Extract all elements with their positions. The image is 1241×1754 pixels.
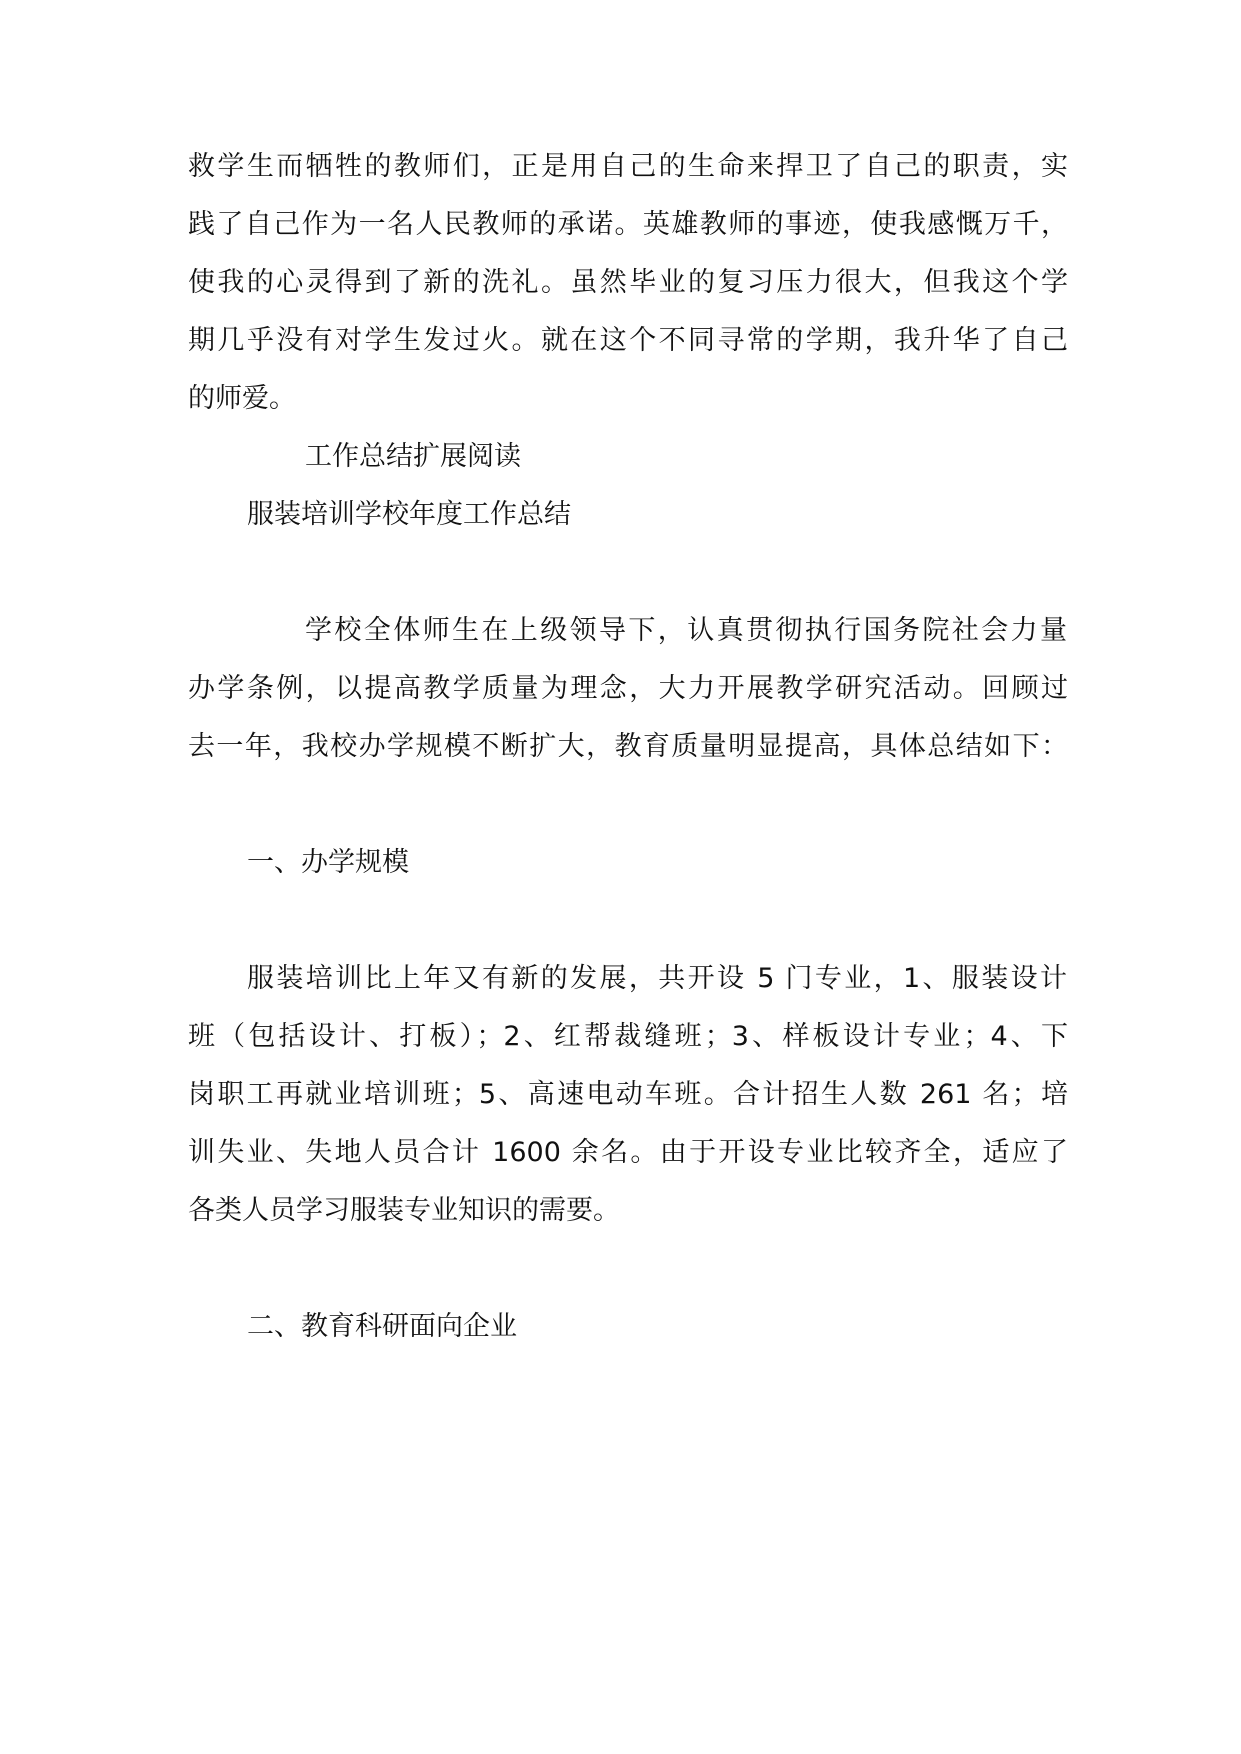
paragraph-line: 训失业、失地人员合计 1600 余名。由于开设专业比较齐全，适应了 bbox=[188, 1137, 1068, 1168]
article-title: 服装培训学校年度工作总结 bbox=[247, 499, 571, 530]
paragraph-line: 服装培训比上年又有新的发展，共开设 5 门专业，1、服装设计 bbox=[247, 963, 1067, 994]
paragraph-line: 班（包括设计、打板）；2、红帮裁缝班；3、样板设计专业；4、下 bbox=[188, 1021, 1068, 1052]
paragraph-line: 期几乎没有对学生发过火。就在这个不同寻常的学期，我升华了自己 bbox=[188, 325, 1068, 356]
extended-reading-heading: 工作总结扩展阅读 bbox=[305, 441, 521, 472]
section-heading: 二、教育科研面向企业 bbox=[247, 1311, 517, 1342]
paragraph-line: 使我的心灵得到了新的洗礼。虽然毕业的复习压力很大，但我这个学 bbox=[188, 267, 1068, 298]
paragraph-line: 救学生而牺牲的教师们，正是用自己的生命来捍卫了自己的职责，实 bbox=[188, 151, 1068, 182]
paragraph-line: 岗职工再就业培训班；5、高速电动车班。合计招生人数 261 名；培 bbox=[188, 1079, 1068, 1110]
paragraph-line: 的师爱。 bbox=[188, 383, 296, 414]
paragraph-line: 学校全体师生在上级领导下，认真贯彻执行国务院社会力量 bbox=[305, 615, 1067, 646]
paragraph-line: 去一年，我校办学规模不断扩大，教育质量明显提高，具体总结如下： bbox=[188, 731, 1068, 762]
paragraph-line: 践了自己作为一名人民教师的承诺。英雄教师的事迹，使我感慨万千， bbox=[188, 209, 1068, 240]
section-heading: 一、办学规模 bbox=[247, 847, 409, 878]
paragraph-line: 办学条例，以提高教学质量为理念，大力开展教学研究活动。回顾过 bbox=[188, 673, 1068, 704]
paragraph-line: 各类人员学习服装专业知识的需要。 bbox=[188, 1195, 620, 1226]
